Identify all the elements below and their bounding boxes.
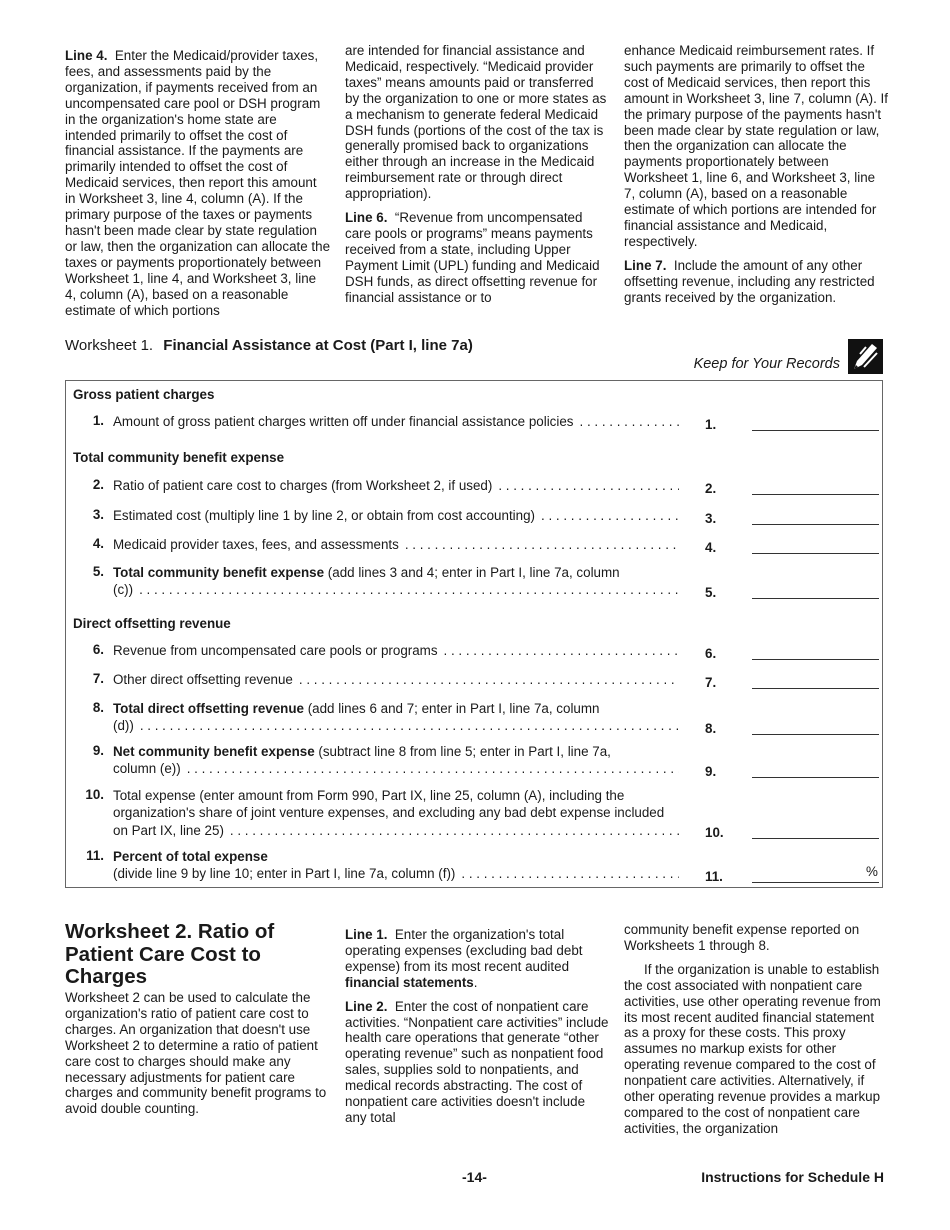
line-4-instruction-continued: are intended for financial assistance and Medicaid, respectively. “Medicaid provider taxes” means amounts paid or transferred by the organization to one or more states as a mechanism to generate federal Medicaid DSH funds (portions of the cost of the tax is generally promised back to organizations either through an increase in the Medicaid reimbursement rate or through direct appropriation). — [345, 43, 607, 202]
line-4-instruction: Line 4. Enter the Medicaid/provider taxes, fees, and assessments paid by the organization, if payments received from an uncompensated care pool or DSH program in the organization's home state are intended primarily to offset the cost of financial assistance. If the payments are primarily intended to offset the cost of Medicaid services, then report this amount in Worksheet 3, line 4, column (A). If the primary purpose of the taxes or payments hasn't been made clear by state regulation or law, then the organization can allocate the taxes or payments proportionately between Worksheet 1, line 4, and Worksheet 3, line 4, column (A), based on a reasonable estimate of which portions — [65, 48, 331, 318]
section-gross-patient-charges: Gross patient charges — [73, 387, 215, 402]
ws2-line-1-instruction: Line 1. Enter the organization's total operating expenses (excluding bad debt expense) from its most recent audited financial statements. — [345, 927, 583, 990]
ws2-line-2-continued: community benefit expense reported on Worksheets 1 through 8. — [624, 922, 860, 953]
line-10-entry-field[interactable] — [752, 837, 879, 839]
instructions-column-2 — [345, 43, 610, 306]
worksheet-1-table: Gross patient charges 1. Amount of gross patient charges written off under financial assistance policies . . . 1. Total community benefit expense 2. Ratio of patient care cost to charges (from Worksheet 2, if used) . . . 2. 3. Estimated cost (multiply line 1 by line 2, or obtain from cost accounting) . . . 3. 4. Medicaid provider taxes, fees, and assessments . . . 4. 5. Total community benefit expense (add lines 3 and 4; enter in Part I, line 7a, column (c)) . . . 5. Direct offsetting revenue 6. Revenue from uncompensated care pools or programs . . . 6. 7. Other direct offsetting revenue . . . 7. 8. Total direct offsetting revenue (add lines 6 and 7; enter in Part I, line 7a, column (d)) . . . 8. 9. Net community benefit expense (subtract line 8 from line 5; enter in Part I, line 7a, column (e)) . . . 9. 10. Total expense (enter amount from Form 990, Part IX, line 25, column (A), including the organization's share of joint venture expenses, and excluding any bad debt expense included on Part IX, line 25) . . . 10. 11. Percent of total expense (divide line 9 by line 10; enter in Part I, line 7a, column (f)) . . . 11. % — [65, 380, 883, 888]
line-6-entry-field[interactable] — [752, 658, 879, 660]
line-8-entry-field[interactable] — [752, 733, 879, 735]
line-5-entry-field[interactable] — [752, 597, 879, 599]
ws2-line-2-instruction: Line 2. Enter the cost of nonpatient care activities. “Nonpatient care activities” include health care operations that generate “other operating revenue” such as nonpatient food sales, supplies sold to nonpatients, and medical records abstracting. The cost of nonpatient care activities doesn't include any total — [345, 998, 609, 1125]
keep-for-records-note: Keep for Your Records — [693, 356, 840, 372]
line-9-entry-field[interactable] — [752, 776, 879, 778]
line-1-entry-field[interactable] — [752, 429, 879, 431]
line-4-entry-field[interactable] — [752, 552, 879, 554]
worksheet-2-column-3 — [624, 922, 889, 1137]
line-2-entry-field[interactable] — [752, 493, 879, 495]
worksheet-1-title: Worksheet 1. Financial Assistance at Cost (Part I, line 7a) — [65, 337, 473, 354]
line-7-entry-field[interactable] — [752, 687, 879, 689]
percent-sign: % — [866, 864, 878, 879]
worksheet-2-heading: Worksheet 2. Ratio of Patient Care Cost to Charges — [65, 920, 275, 988]
section-direct-offsetting-revenue: Direct offsetting revenue — [73, 616, 231, 631]
line-6-instruction: Line 6. “Revenue from uncompensated care pools or programs” means payments received from a state, including Upper Payment Limit (UPL) funding and Medicaid DSH funds, as direct offsetting revenue for financial assistance or to — [345, 210, 600, 305]
worksheet-2-intro: Worksheet 2 can be used to calculate the organization's ratio of patient care cost to charges. An organization that doesn't use Worksheet 2 to determine a ratio of patient care cost to charges should make any necessary adjustments for patient care charges and community benefit programs to avoid double counting. — [65, 990, 327, 1117]
instructions-column-3 — [624, 43, 889, 306]
line-6-instruction-continued: enhance Medicaid reimbursement rates. If such payments are primarily to offset the cost of Medicaid services, then report this amount in Worksheet 3, line 7, column (A). If the primary purpose of the payments hasn't been made clear by state regulation or law, then the organization can allocate the payments proportionately between Worksheet 1, line 6, and Worksheet 3, line 7, column (A), based on a reasonable estimate of which portions are intended for financial assistance and Medicaid, respectively. — [624, 43, 888, 249]
keep-records-pencil-icon — [848, 339, 883, 374]
line-11-entry-field[interactable] — [752, 881, 879, 883]
line-7-instruction: Line 7. Include the amount of any other offsetting revenue, including any restricted grants received by the organization. — [624, 257, 875, 305]
worksheet-2-column-2 — [345, 927, 610, 1126]
ws2-proxy-paragraph: If the organization is unable to establish the cost associated with nonpatient care activities, use other operating revenue from its most recent audited financial statement as a proxy for these costs. This proxy assumes no markup exists for other operating revenue compared to the cost of nonpatient care activities. Alternatively, if other operating revenue provides a markup compared to the cost of nonpatient care activities, the organization — [624, 961, 881, 1136]
instructions-column-1 — [65, 48, 330, 318]
footer-document-title: Instructions for Schedule H — [701, 1169, 884, 1185]
section-total-community-benefit-expense: Total community benefit expense — [73, 450, 285, 465]
line-3-entry-field[interactable] — [752, 523, 879, 525]
page-number: -14- — [462, 1169, 487, 1185]
